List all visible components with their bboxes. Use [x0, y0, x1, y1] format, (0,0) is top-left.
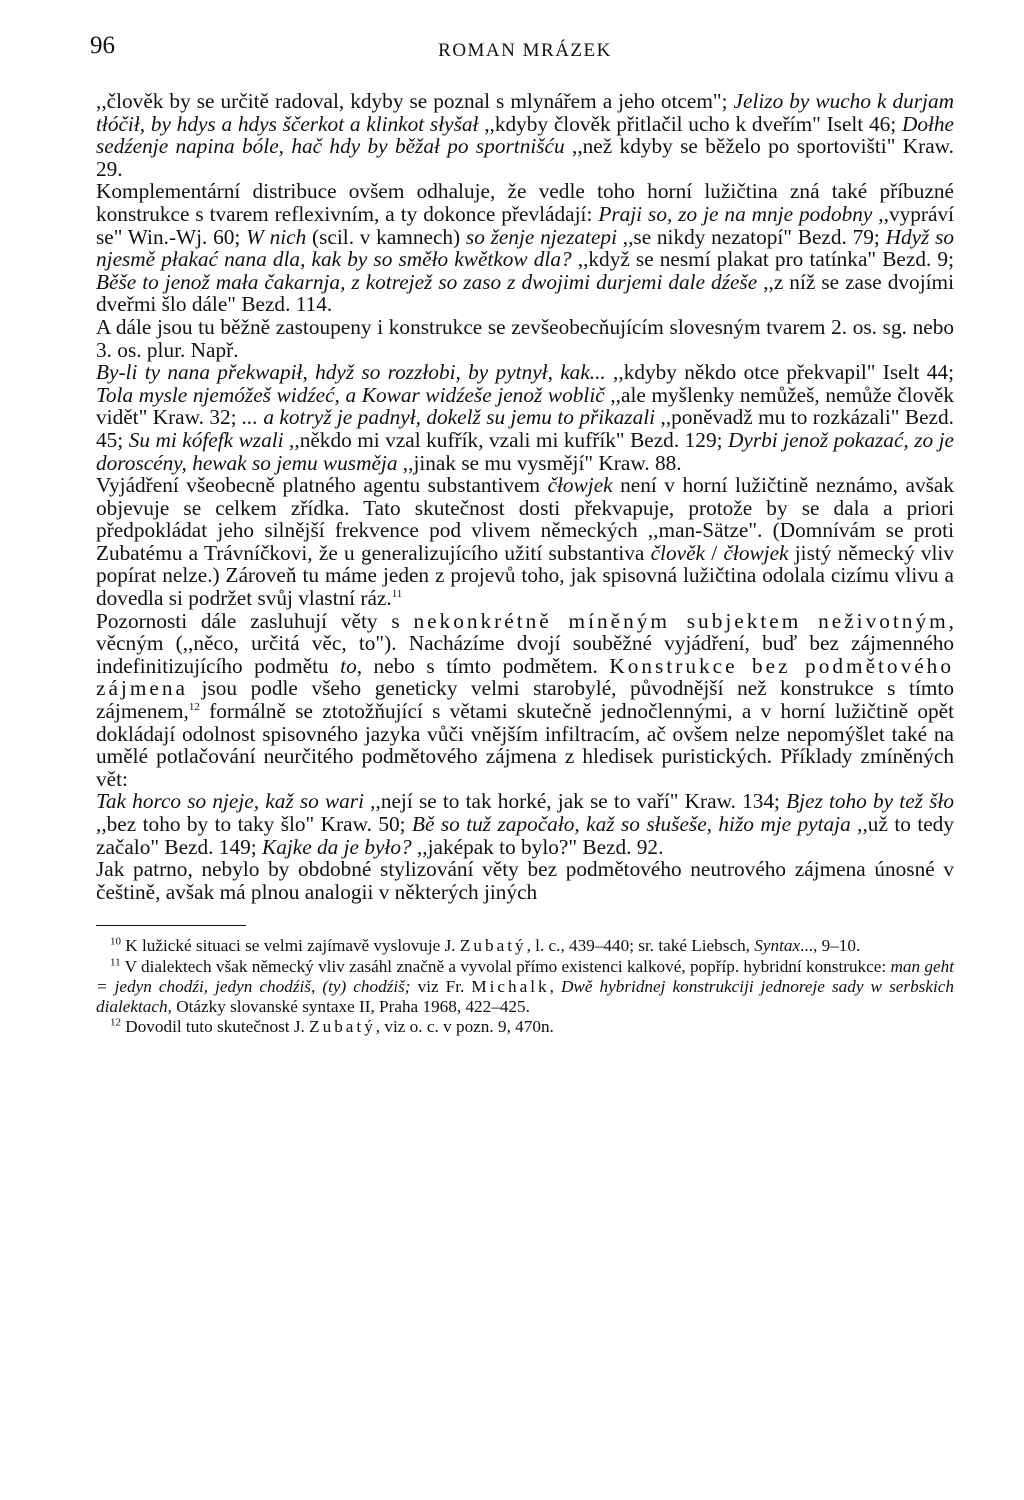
footnote-10: $^{10}$ K lužické situaci se velmi zajímavě vyslovuje J. Zubatý, l. c., 439–440; sr. také Liebsch, Syntax..., 9–10. — [110, 935, 861, 956]
page-header — [90, 32, 954, 72]
paragraph-3: A dále jsou tu běžně zastoupeny i konstrukce se zevšeobecňujícím slovesným tvarem 2. os. sg. nebo 3. os. plur. Např. — [96, 314, 954, 362]
paragraph-6: Pozornosti dále zasluhují věty s nekonkrétně míněným subjektem neživotným, věcným (,,něco, určitá věc, to"). Nacházíme dvojí souběžné vyjádření, buď bez zájmenného indefinitizujícího podmětu to, nebo s tímto podmětem. Konstrukce bez podmětového zájmena jsou podle všeho geneticky velmi starobylé, původnější než konstrukce s tímto zájmenem,$^{12}$ formálně se ztotožňující s větami skutečně jednočlennými, a v horní lužičtině opět dokládají odolnost spisovného jazyka vůči vnějším infiltracím, ač ovšem nelze nepomýšlet také na umělé potlačování neurčitého podmětového zájmena z hledisek puristických. Příklady zmíněných vět: — [96, 608, 954, 791]
book-page — [90, 32, 955, 1037]
page-number: 96 — [90, 32, 115, 59]
paragraph-1: ,,člověk by se určitě radoval, kdyby se poznal s mlynářem a jeho otcem"; Jelizo by wucho k durjam tłóčił, by hdys a hdys ščerkot a klinkot słyšał ,,kdyby člověk přitlačil ucho k dveřím" Iselt 46; Dołhe sedźenje napina bóle, hač hdy by běžał po sportnišću ,,než kdyby se běželo po sportovišti" Kraw. 29. — [96, 89, 954, 181]
paragraph-5: Vyjádření všeobecně platného agentu substantivem čłowjek není v horní lužičtině neznámo, avšak objevuje se celkem zřídka. Tato skutečnost dosti překvapuje, protože by se dala a priori předpokládat jeho silnější frekvence pod vlivem německých ,,man-Sätze". (Domnívám se proti Zubatému a Trávníčkovi, že u generalizujícího užití substantiva člověk / čłowjek jistý německý vliv popírat nelze.) Zároveň tu máme jeden z projevů toho, jak spisovná lužičtina odolala cizímu vlivu a dovedla si podržet svůj vlastní ráz.$^{11}$ — [96, 473, 954, 611]
body-text — [96, 90, 954, 903]
footnote-ref-11[interactable]: 11 — [391, 587, 403, 600]
footnote-ref-12[interactable]: 12 — [188, 700, 200, 713]
footnote-11: $^{11}$ V dialektech však německý vliv zasáhl značně a vyvolal přímo existenci kalkové, popříp. hybridní konstrukce: man geht = jedyn chodźi, jedyn chodźiš, (ty) chodźiš; viz Fr. Michalk, Dwě hybridnej konstrukciji jednoreje sady w serbskich dialektach, Otázky slovanské syntaxe II, Praha 1968, 422–425. — [96, 955, 954, 1016]
running-head: ROMAN MRÁZEK — [438, 40, 612, 61]
paragraph-8: Jak patrno, nebylo by obdobné stylizování věty bez podmětového neutrového zájmena únosné v češtině, avšak má plnou analogii v některých jiných — [96, 857, 954, 904]
paragraph-2: Komplementární distribuce ovšem odhaluje, že vedle toho horní lužičtina zná také příbuzné konstrukce s tvarem reflexivním, a ty dokonce převládají: Praji so, zo je na mnje podobny ,,vypráví se" Win.-Wj. 60; W nich (scil. v kamnech) so ženje njezatepi ,,se nikdy nezatopí" Bezd. 79; Hdyž so njesmě płakać nana dla, kak by so směło kwětkow dla? ,,když se nesmí plakat pro tatínka" Bezd. 9; Běše to jenož mała čakarnja, z kotrejež so zaso z dwojimi durjemi dale dźeše ,,z níž se zase dvojími dveřmi šlo dále" Bezd. 114. — [96, 179, 955, 317]
paragraph-4: By-li ty nana překwapił, hdyž so rozzłobi, by pytnył, kak... ,,kdyby někdo otce překvapil" Iselt 44; Tola mysle njemóžeš widźeć, a Kowar widźeše jenož woblič ,,ale myšlenky nemůžeš, nemůže člověk vidět" Kraw. 32; ... a kotryž je padnył, dokelž su jemu to přikazali ,,poněvadž mu to rozkázali" Bezd. 45; Su mi kófefk wzali ,,někdo mi vzal kufřík, vzali mi kufřík" Bezd. 129; Dyrbi jenož pokazać, zo je doroscény, hewak so jemu wusměja ,,jinak se mu vysmějí" Kraw. 88. — [96, 360, 954, 475]
footnote-12: $^{12}$ Dovodil tuto skutečnost J. Zubatý, viz o. c. v pozn. 9, 470n. — [110, 1016, 554, 1037]
footnotes — [96, 936, 954, 1037]
footnote-divider — [96, 925, 246, 926]
paragraph-7: Tak horco so njeje, kaž so wari ,,nejí se to tak horké, jak se to vaří" Kraw. 134; Bjez toho by tež šło ,,bez toho by to taky šlo" Kraw. 50; Bě so tuž započało, kaž so słušeše, hižo mje pytaja ,,už to tedy začalo" Bezd. 149; Kajke da je było? ,,jaképak to bylo?" Bezd. 92. — [96, 789, 954, 859]
